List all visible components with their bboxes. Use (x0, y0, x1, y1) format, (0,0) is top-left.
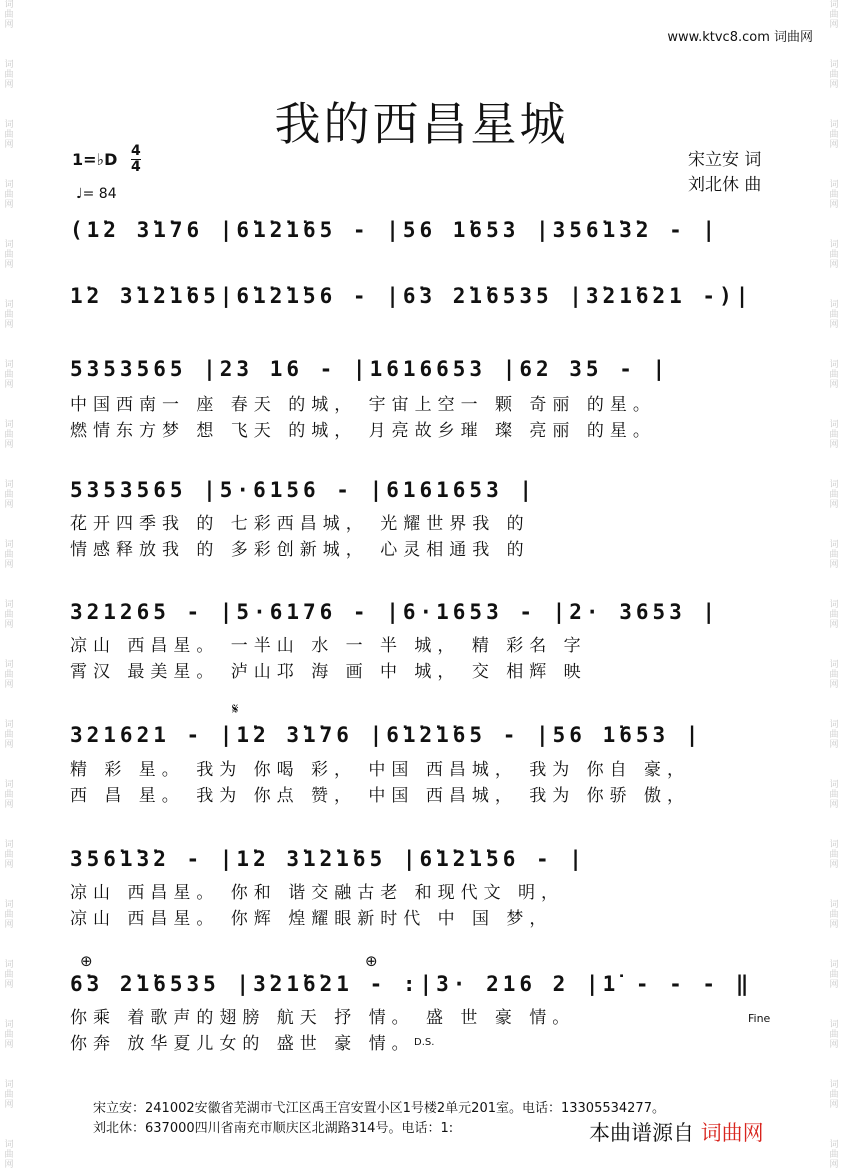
lyricist-credit: 宋立安 词 (688, 150, 762, 170)
watermark-left: 词曲网 词曲网 词曲网 词曲网 词曲网 词曲网 词曲网 词曲网 词曲网 词曲网 词曲网 词曲网 词曲网 词曲网 词曲网 词曲网 词曲网 词曲网 词曲网 词曲网 (4, 0, 14, 1170)
notation-line: 356̇1̇3̇2 - |1̇2 3̇1̇2̇1̇65 |6̇1̇2̇1̇56 - | (70, 847, 586, 871)
music-row-8 (70, 972, 790, 1002)
contact-lyricist: 宋立安：241002安徽省芜湖市弋江区禹王宫安置小区1号楼2单元201室。电话：13305534277。 (93, 1101, 665, 1116)
source-credit (589, 1117, 764, 1147)
site-url[interactable]: www.ktvc8.com 词曲网 (667, 30, 813, 45)
music-row-2 (70, 284, 790, 314)
notation-line: 321621 - |1̇2 3̇1̇76 |6̇1̇2̇1̇65 - |56 1̇653 | (70, 723, 703, 747)
time-signature (131, 144, 141, 175)
source-prefix: 本曲谱源自 (589, 1121, 694, 1145)
notation-line: 5353565 |5·6156 - |6161653 | (70, 478, 537, 502)
notation-line: 6̇3 2̇1̇6535 |3̇21̇6̇21 - :|3· 216 2 |1̇ - - - ‖ (70, 972, 753, 996)
key-signature: 1=♭D (72, 150, 118, 169)
music-row-4 (70, 478, 790, 508)
lyric-line: 情感释放我 的 多彩创新城， 心灵相通我 的 (70, 540, 530, 560)
notation-line: 321265 - |5·6176 - |6·1653 - |2· 3653 | (70, 600, 720, 624)
notation-line: 5353565 |23 16 - |1616653 |62 35 - | (70, 357, 670, 381)
fine-mark: Fine (748, 1012, 771, 1025)
music-row-5 (70, 600, 790, 630)
lyric-line: 燃情东方梦 想 飞天 的城， 月亮故乡璀 璨 亮丽 的星。 (70, 421, 656, 441)
lyric-line: 中国西南一 座 春天 的城， 宇宙上空一 颗 奇丽 的星。 (70, 395, 656, 415)
lyric-line: 西 昌 星。 我为 你点 赞， 中国 西昌城， 我为 你骄 傲， (70, 786, 691, 806)
notation-line: 1̇2 3̇1̇2̇1̇65|6̇1̇2̇1̇56 - |6̇3 2̇1̇6535 |3̇21̇6̇21 -)| (70, 284, 753, 308)
time-signature-bottom: 4 (131, 159, 141, 175)
contact-composer: 刘北休：637000四川省南充市顺庆区北湖路314号。电话：1: (93, 1121, 454, 1136)
source-brand-link[interactable]: 词曲网 (700, 1121, 764, 1145)
coda-sign: ⊕ (80, 952, 93, 970)
lyric-line: 凉山 西昌星。 你和 谐交融古老 和现代文 明， (70, 883, 565, 903)
music-row-3 (70, 357, 790, 387)
lyric-line: 你奔 放华夏儿女的 盛世 豪 情。 (70, 1034, 415, 1054)
time-signature-top: 4 (131, 143, 141, 159)
composer-credit: 刘北休 曲 (688, 175, 762, 195)
segno-sign: 𝄋 (232, 700, 239, 718)
lyric-line: 你乘 着歌声的翅膀 航天 抒 情。 盛 世 豪 情。 (70, 1008, 576, 1028)
lyric-line: 精 彩 星。 我为 你喝 彩， 中国 西昌城， 我为 你自 豪， (70, 760, 691, 780)
lyric-line: 凉山 西昌星。 你辉 煌耀眼新时代 中 国 梦， (70, 909, 553, 929)
ds-mark: D.S. (414, 1037, 435, 1048)
lyric-line: 凉山 西昌星。 一半山 水 一 半 城， 精 彩名 字 (70, 636, 587, 656)
notation-line: (1̇2 3̇1̇76 |6̇1̇2̇1̇65 - |56 1̇653 |356̇1̇3̇2 - | (70, 218, 720, 242)
lyric-line: 霄汉 最美星。 泸山邛 海 画 中 城， 交 相辉 映 (70, 662, 587, 682)
music-row-1 (70, 218, 790, 248)
song-title: 我的西昌星城 (274, 97, 569, 151)
music-row-7 (70, 847, 790, 877)
coda-sign: ⊕ (365, 952, 378, 970)
lyric-line: 花开四季我 的 七彩西昌城， 光耀世界我 的 (70, 514, 530, 534)
tempo-mark: ♩= 84 (76, 186, 117, 202)
music-row-6 (70, 723, 790, 753)
watermark-right: 词曲网 词曲网 词曲网 词曲网 词曲网 词曲网 词曲网 词曲网 词曲网 词曲网 词曲网 词曲网 词曲网 词曲网 词曲网 词曲网 词曲网 词曲网 词曲网 词曲网 (829, 0, 839, 1170)
